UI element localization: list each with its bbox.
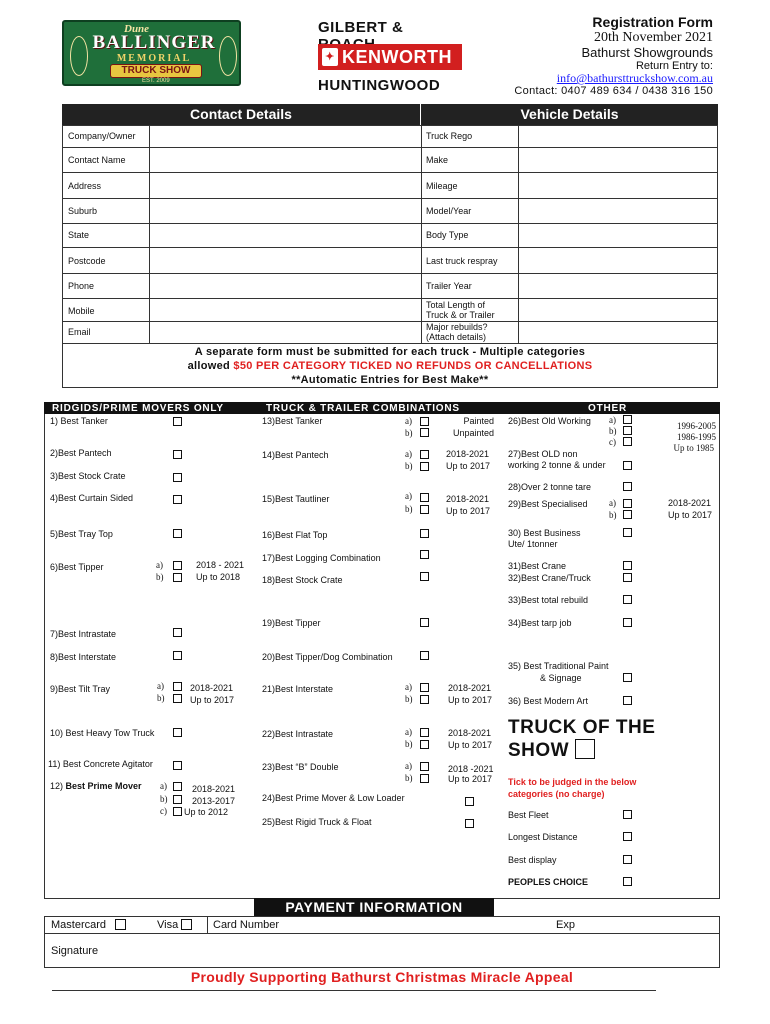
cat-14a-checkbox[interactable] [420, 450, 429, 459]
cat-29a-note: 2018-2021 [668, 498, 712, 508]
card-number-field[interactable] [287, 917, 527, 934]
details-divider [421, 274, 422, 298]
contact-label-postcode: Postcode [68, 256, 106, 266]
details-row [63, 126, 717, 148]
cat-26b-checkbox[interactable] [623, 426, 632, 435]
cat-24-checkbox[interactable] [465, 797, 474, 806]
cat-33-label: 33)Best total rebuild [508, 595, 589, 605]
cat-15b-label: b) [405, 504, 413, 514]
postcode-field[interactable] [149, 248, 421, 273]
contact-label-company: Company/Owner [68, 131, 136, 141]
signature-field[interactable] [115, 936, 715, 966]
details-divider [421, 126, 422, 147]
details-row [63, 274, 717, 299]
cat-29b-label: b) [609, 510, 617, 520]
cat-26a-note: 1996-2005 [677, 421, 716, 431]
cat-29b-checkbox[interactable] [623, 510, 632, 519]
cat-14-label: 14)Best Pantech [262, 450, 329, 460]
kenworth-emblem-icon: ✦ [322, 48, 338, 66]
address-field[interactable] [149, 173, 421, 198]
logo-line1: Dune [124, 23, 150, 35]
cat-1-label: 1) Best Tanker [50, 416, 108, 426]
vehicle-label-trailer-year: Trailer Year [426, 281, 472, 291]
cat-14b-note: Up to 2017 [446, 461, 491, 471]
exp-label: Exp [556, 919, 575, 931]
form-title: Registration Form [592, 14, 713, 30]
cat-28-checkbox[interactable] [623, 482, 632, 491]
cat-35-checkbox[interactable] [623, 673, 632, 682]
make-field[interactable] [518, 148, 519, 172]
cat-1-checkbox[interactable] [173, 417, 182, 426]
mileage-field[interactable] [518, 173, 519, 198]
cat-9b-checkbox[interactable] [173, 694, 182, 703]
contact-label-suburb: Suburb [68, 206, 98, 216]
cat-34-label: 34)Best tarp job [508, 618, 572, 628]
notice-fee-warning: $50 PER CATEGORY TICKED NO REFUNDS OR CANCELLATIONS [233, 360, 593, 372]
return-label: Return Entry to: [635, 60, 713, 72]
vehicle-label-rebuilds: Major rebuilds? (Attach details) [426, 322, 488, 342]
details-divider [421, 248, 422, 273]
entry-notice [62, 344, 718, 388]
cat-17-label: 17)Best Logging Combination [262, 553, 381, 563]
cat-29-label: 29)Best Specialised [508, 499, 588, 509]
contact-label-state: State [68, 230, 90, 240]
cat-6a-checkbox[interactable] [173, 561, 182, 570]
details-grid [62, 125, 718, 344]
visa-label: Visa [157, 919, 179, 931]
judged-line1: Tick to be judged in the below [508, 777, 637, 787]
details-divider [421, 299, 422, 321]
cat-22b-note: Up to 2017 [448, 740, 493, 750]
cat-15b-checkbox[interactable] [420, 505, 429, 514]
sponsor-gilbert-roach: GILBERT & [318, 19, 404, 36]
cat-29a-checkbox[interactable] [623, 499, 632, 508]
truck-of-the-show [508, 717, 655, 762]
truck-rego-field[interactable] [518, 126, 519, 147]
cat-3-label: 3)Best Stock Crate [50, 471, 126, 481]
cat-26-label: 26)Best Old Working [508, 416, 591, 426]
cat-29b-note: Up to 2017 [668, 510, 713, 520]
header-info [514, 14, 713, 98]
contact-label-name: Contact Name [68, 155, 126, 165]
cat-21a-note: 2018-2021 [448, 683, 492, 693]
cat-4-label: 4)Best Curtain Sided [50, 493, 134, 503]
cat-32-label: 32)Best Crane/Truck [508, 573, 591, 583]
vehicle-label-make: Make [426, 155, 449, 165]
signature-row [44, 934, 720, 968]
details-divider [421, 199, 422, 223]
cat-14a-note: 2018-2021 [446, 449, 490, 459]
logo-line3: MEMORIAL [116, 53, 192, 64]
cat-35-label-b: & Signage [540, 673, 582, 683]
col-rigids-title: RIDGIDS/PRIME MOVERS ONLY [52, 403, 224, 414]
logo-line5: EST. 2009 [142, 78, 170, 84]
cat-27-label-a: 27)Best OLD non [508, 449, 578, 459]
cat-13a-label: a) [405, 416, 412, 426]
cat-3-checkbox[interactable] [173, 473, 182, 482]
cat-23a-note: 2018 -2021 [448, 764, 494, 774]
cat-21a-checkbox[interactable] [420, 683, 429, 692]
cat-25-label: 25)Best Rigid Truck & Float [262, 817, 372, 827]
cat-32-checkbox[interactable] [623, 573, 632, 582]
cat-27-checkbox[interactable] [623, 461, 632, 470]
cat-19-checkbox[interactable] [420, 618, 429, 627]
cat-9a-label: a) [157, 681, 164, 691]
contact-label-email: Email [68, 327, 91, 337]
details-row [63, 224, 717, 248]
body-type-field[interactable] [518, 224, 519, 247]
details-divider [421, 224, 422, 247]
cat-9b-label: b) [157, 693, 165, 703]
best-display-checkbox[interactable] [623, 855, 632, 864]
cat-22-label: 22)Best Intrastate [262, 729, 334, 739]
payment-title: PAYMENT INFORMATION [254, 898, 494, 916]
cat-12a-checkbox[interactable] [173, 782, 182, 791]
cat-25-checkbox[interactable] [465, 819, 474, 828]
cat-10-checkbox[interactable] [173, 728, 182, 737]
notice-line2 [63, 359, 717, 373]
vehicle-label-model-year: Model/Year [426, 206, 472, 216]
cat-16-label: 16)Best Flat Top [262, 530, 328, 540]
contact-label-address: Address [68, 181, 102, 191]
cat-7-label: 7)Best Intrastate [50, 629, 117, 639]
cat-12-number: 12) [50, 781, 66, 791]
cat-26c-note: Up to 1985 [673, 443, 714, 453]
vehicle-label-mileage: Mileage [426, 181, 458, 191]
cat-23b-label: b) [405, 773, 413, 783]
cat-22b-label: b) [405, 739, 413, 749]
trailer-year-field[interactable] [518, 274, 519, 298]
visa-checkbox[interactable] [181, 919, 192, 930]
cat-28-label: 28)Over 2 tonne tare [508, 482, 592, 492]
model-year-field[interactable] [518, 199, 519, 223]
major-rebuilds-field[interactable] [518, 322, 519, 344]
truck-of-the-show-checkbox[interactable] [575, 739, 595, 759]
peoples-choice-label: PEOPLES CHOICE [508, 877, 589, 887]
logo-line2: BALLINGER [92, 32, 216, 53]
contact-label-mobile: Mobile [68, 306, 95, 316]
vehicle-details-header: Vehicle Details [420, 104, 718, 125]
cat-10-label: 10) Best Heavy Tow Truck [50, 728, 155, 738]
details-row [63, 148, 717, 173]
signature-label: Signature [51, 945, 99, 957]
longest-distance-checkbox[interactable] [623, 832, 632, 841]
cat-12-label [50, 781, 142, 792]
cat-22a-note: 2018-2021 [448, 728, 492, 738]
cat-11-label: 11) Best Concrete Agitator [48, 759, 153, 769]
payment-divider [207, 917, 208, 933]
phone-field[interactable] [149, 274, 421, 298]
peoples-choice-checkbox[interactable] [623, 877, 632, 886]
cat-31-label: 31)Best Crane [508, 561, 567, 571]
total-length-field[interactable] [518, 299, 519, 321]
cat-26b-label: b) [609, 426, 617, 436]
cat-21a-label: a) [405, 682, 412, 692]
cat-19-label: 19)Best Tipper [262, 618, 321, 628]
details-row [63, 248, 717, 274]
sponsor-kenworth [318, 44, 462, 70]
cat-12c-checkbox[interactable] [173, 807, 182, 816]
cat-23a-checkbox[interactable] [420, 762, 429, 771]
mastercard-checkbox[interactable] [115, 919, 126, 930]
vehicle-label-total-length: Total Length of Truck & or Trailer [426, 300, 495, 320]
cat-30-label-b: Ute/ 1tonner [508, 539, 558, 549]
cat-22b-checkbox[interactable] [420, 740, 429, 749]
cat-34-checkbox[interactable] [623, 618, 632, 627]
cat-5-checkbox[interactable] [173, 529, 182, 538]
cat-13a-note: Painted [463, 416, 494, 426]
cat-30-label-a: 30) Best Business [508, 528, 581, 538]
cat-12b-note: 2013-2017 [192, 796, 236, 806]
event-date: 20th November 2021 [594, 30, 713, 45]
suburb-field[interactable] [149, 199, 421, 223]
sponsor-kenworth-label: KENWORTH [342, 47, 452, 67]
cat-20-label: 20)Best Tipper/Dog Combination [262, 652, 393, 662]
cat-8-label: 8)Best Interstate [50, 652, 117, 662]
cat-21b-note: Up to 2017 [448, 695, 493, 705]
categories-section [44, 402, 720, 898]
cat-22a-label: a) [405, 727, 412, 737]
cat-21b-label: b) [405, 694, 413, 704]
cat-26b-note: 1986-1995 [677, 432, 716, 442]
cat-14a-label: a) [405, 449, 412, 459]
cat-6b-checkbox[interactable] [173, 573, 182, 582]
cat-13b-note: Unpainted [452, 428, 494, 438]
cat-15b-note: Up to 2017 [446, 506, 491, 516]
cat-30-checkbox[interactable] [623, 528, 632, 537]
cat-17-checkbox[interactable] [420, 550, 429, 559]
cat-9-label: 9)Best Tilt Tray [50, 684, 111, 694]
cat-16-checkbox[interactable] [420, 529, 429, 538]
cat-20-checkbox[interactable] [420, 651, 429, 660]
cat-18-checkbox[interactable] [420, 572, 429, 581]
cat-12c-label: c) [160, 806, 167, 816]
notice-line2-start: allowed [187, 360, 234, 372]
cat-6b-note: Up to 2018 [196, 572, 241, 582]
cat-13b-checkbox[interactable] [420, 428, 429, 437]
vehicle-label-body-type: Body Type [426, 230, 469, 240]
footer-line [52, 990, 656, 991]
cat-15a-note: 2018-2021 [446, 494, 490, 504]
cat-12c-note: Up to 2012 [184, 807, 229, 817]
details-divider [421, 322, 422, 344]
col-combinations-title: TRUCK & TRAILER COMBINATIONS [266, 403, 460, 414]
cat-7-checkbox[interactable] [173, 628, 182, 637]
company-owner-field[interactable] [149, 126, 421, 147]
best-fleet-checkbox[interactable] [623, 810, 632, 819]
totw-line2-row [508, 739, 655, 762]
cat-14b-label: b) [405, 461, 413, 471]
cat-27-label-b: working 2 tonne & under [508, 460, 606, 470]
mastercard-label: Mastercard [51, 919, 107, 931]
cat-26a-checkbox[interactable] [623, 415, 632, 424]
details-row [63, 199, 717, 224]
details-row [63, 299, 717, 322]
totw-line2: SHOW [508, 740, 570, 761]
contact-phone: Contact: 0407 489 634 / 0438 316 150 [514, 85, 713, 97]
cat-23-label: 23)Best “B” Double [262, 762, 339, 772]
cat-12b-checkbox[interactable] [173, 795, 182, 804]
notice-line1: A separate form must be submitted for each truck - Multiple categories [194, 346, 586, 358]
sponsor-huntingwood: HUNTINGWOOD [318, 77, 441, 94]
best-display-label: Best display [508, 855, 557, 865]
contact-details-header: Contact Details [62, 104, 420, 125]
vehicle-label-respray: Last truck respray [426, 256, 498, 266]
state-field[interactable] [149, 224, 421, 247]
contact-label-phone: Phone [68, 281, 95, 291]
payment-row [44, 916, 720, 934]
details-row [63, 322, 717, 344]
cat-21-label: 21)Best Interstate [262, 684, 334, 694]
cat-9b-note: Up to 2017 [190, 695, 235, 705]
cat-26c-label: c) [609, 437, 616, 447]
cat-23b-note: Up to 2017 [448, 774, 493, 784]
mobile-field[interactable] [149, 299, 421, 321]
cat-26a-label: a) [609, 415, 616, 425]
card-number-label: Card Number [213, 919, 280, 931]
totw-line1: TRUCK OF THE [508, 717, 656, 738]
judged-line2: categories (no charge) [508, 789, 605, 799]
cat-36-checkbox[interactable] [623, 696, 632, 705]
email-field[interactable] [149, 322, 421, 344]
cat-29a-label: a) [609, 498, 616, 508]
cat-6a-note: 2018 - 2021 [196, 560, 245, 570]
event-venue: Bathurst Showgrounds [581, 45, 713, 60]
cat-12a-note: 2018-2021 [192, 784, 236, 794]
cat-35-label-a: 35) Best Traditional Paint [508, 661, 609, 671]
details-row [63, 173, 717, 199]
cat-18-label: 18)Best Stock Crate [262, 575, 343, 585]
cat-12a-label: a) [160, 781, 167, 791]
cat-33-checkbox[interactable] [623, 595, 632, 604]
cat-24-label: 24)Best Prime Mover & Low Loader [262, 793, 405, 803]
cat-6b-label: b) [156, 572, 164, 582]
cat-36-label: 36) Best Modern Art [508, 696, 589, 706]
cat-23a-label: a) [405, 761, 412, 771]
logo-line4: TRUCK SHOW [110, 64, 202, 78]
cat-6a-label: a) [156, 560, 163, 570]
cat-12b-label: b) [160, 794, 168, 804]
longest-distance-label: Longest Distance [508, 832, 578, 842]
cat-23b-checkbox[interactable] [420, 774, 429, 783]
cat-13a-checkbox[interactable] [420, 417, 429, 426]
details-divider [421, 173, 422, 198]
cat-2-checkbox[interactable] [173, 450, 182, 459]
cat-15a-label: a) [405, 491, 412, 501]
footer-appeal: Proudly Supporting Bathurst Christmas Miracle Appeal [190, 969, 574, 985]
best-fleet-label: Best Fleet [508, 810, 549, 820]
vehicle-label-rego: Truck Rego [426, 131, 473, 141]
cat-13-label: 13)Best Tanker [262, 416, 323, 426]
last-respray-field[interactable] [518, 248, 519, 273]
cat-6-label: 6)Best Tipper [50, 562, 104, 572]
show-logo [62, 20, 241, 86]
cat-12-title: Best Prime Mover [65, 781, 142, 791]
cat-8-checkbox[interactable] [173, 651, 182, 660]
notice-line3: **Automatic Entries for Best Make** [291, 374, 489, 386]
cat-21b-checkbox[interactable] [420, 695, 429, 704]
cat-31-checkbox[interactable] [623, 561, 632, 570]
email-link[interactable]: info@bathursttruckshow.com.au [556, 71, 713, 85]
judged-note [508, 776, 636, 800]
exp-field[interactable] [585, 917, 717, 934]
cat-2-label: 2)Best Pantech [50, 448, 112, 458]
cat-13b-label: b) [405, 428, 413, 438]
cat-11-checkbox[interactable] [173, 761, 182, 770]
details-divider [421, 148, 422, 172]
cat-4-checkbox[interactable] [173, 495, 182, 504]
col-other-title: OTHER [588, 403, 627, 414]
cat-9a-note: 2018-2021 [190, 683, 234, 693]
cat-15a-checkbox[interactable] [420, 493, 429, 502]
contact-name-field[interactable] [149, 148, 421, 172]
cat-14b-checkbox[interactable] [420, 462, 429, 471]
cat-22a-checkbox[interactable] [420, 728, 429, 737]
cat-15-label: 15)Best Tautliner [262, 494, 330, 504]
cat-5-label: 5)Best Tray Top [50, 529, 113, 539]
cat-9a-checkbox[interactable] [173, 682, 182, 691]
cat-26c-checkbox[interactable] [623, 437, 632, 446]
